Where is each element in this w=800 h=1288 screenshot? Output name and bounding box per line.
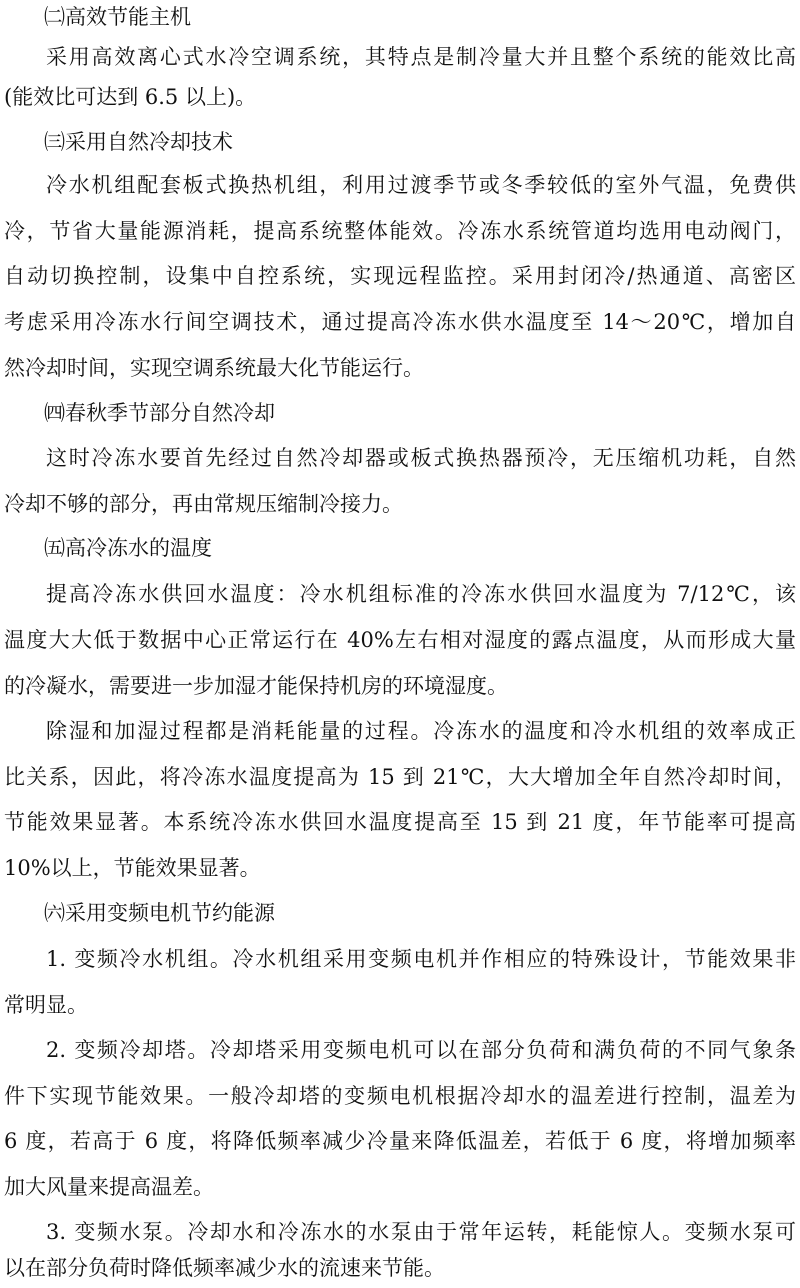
paragraph-line: 冷却不够的部分，再由常规压缩制冷接力。	[4, 492, 403, 516]
paragraph-line: 2. 变频冷却塔。冷却塔采用变频电机可以在部分负荷和满负荷的不同气象条	[46, 1038, 796, 1062]
paragraph-line: 比关系，因此，将冷冻水温度提高为 15 到 21℃，大大增加全年自然冷却时间，	[4, 765, 796, 789]
paragraph-line: 加大风量来提高温差。	[4, 1175, 214, 1199]
paragraph-line: 3. 变频水泵。冷却水和冷冻水的水泵由于常年运转，耗能惊人。变频水泵可	[46, 1220, 796, 1244]
paragraph-line: 自动切换控制，设集中自控系统，实现远程监控。采用封闭冷/热通道、高密区	[4, 264, 796, 288]
paragraph-line: 提高冷冻水供回水温度：冷水机组标准的冷冻水供回水温度为 7/12℃，该	[46, 582, 796, 606]
paragraph-line: 件下实现节能效果。一般冷却塔的变频电机根据冷却水的温差进行控制，温差为	[4, 1084, 796, 1108]
section-heading: ㈤高冷冻水的温度	[44, 536, 212, 560]
paragraph-line: 采用高效离心式水冷空调系统，其特点是制冷量大并且整个系统的能效比高	[46, 45, 796, 69]
paragraph-line: 冷，节省大量能源消耗，提高系统整体能效。冷冻水系统管道均选用电动阀门，	[4, 219, 796, 243]
paragraph-line: 节能效果显著。本系统冷冻水供回水温度提高至 15 到 21 度，年节能率可提高	[4, 810, 796, 834]
paragraph-line: 10%以上，节能效果显著。	[4, 856, 261, 880]
paragraph-line: (能效比可达到 6.5 以上)。	[4, 85, 257, 109]
paragraph-line: 然冷却时间，实现空调系统最大化节能运行。	[4, 356, 424, 380]
section-heading: ㈥采用变频电机节约能源	[44, 901, 275, 925]
paragraph-line: 除湿和加湿过程都是消耗能量的过程。冷冻水的温度和冷水机组的效率成正	[46, 719, 796, 743]
paragraph-line: 冷水机组配套板式换热机组，利用过渡季节或冬季较低的室外气温，免费供	[46, 173, 796, 197]
paragraph-line: 6 度，若高于 6 度，将降低频率减少冷量来降低温差，若低于 6 度，将增加频率	[4, 1129, 796, 1153]
paragraph-line: 考虑采用冷冻水行间空调技术，通过提高冷冻水供水温度至 14～20℃，增加自	[4, 310, 796, 334]
section-heading: ㈡高效节能主机	[44, 5, 191, 29]
paragraph-line: 以在部分负荷时降低频率减少水的流速来节能。	[4, 1256, 445, 1280]
paragraph-line: 温度大大低于数据中心正常运行在 40%左右相对湿度的露点温度，从而形成大量	[4, 628, 796, 652]
paragraph-line: 常明显。	[4, 993, 88, 1017]
paragraph-line: 的冷凝水，需要进一步加湿才能保持机房的环境湿度。	[4, 674, 508, 698]
section-heading: ㈢采用自然冷却技术	[44, 130, 233, 154]
paragraph-line: 这时冷冻水要首先经过自然冷却器或板式换热器预冷，无压缩机功耗，自然	[46, 446, 796, 470]
paragraph-line: 1. 变频冷水机组。冷水机组采用变频电机并作相应的特殊设计，节能效果非	[46, 947, 796, 971]
section-heading: ㈣春秋季节部分自然冷却	[44, 401, 275, 425]
